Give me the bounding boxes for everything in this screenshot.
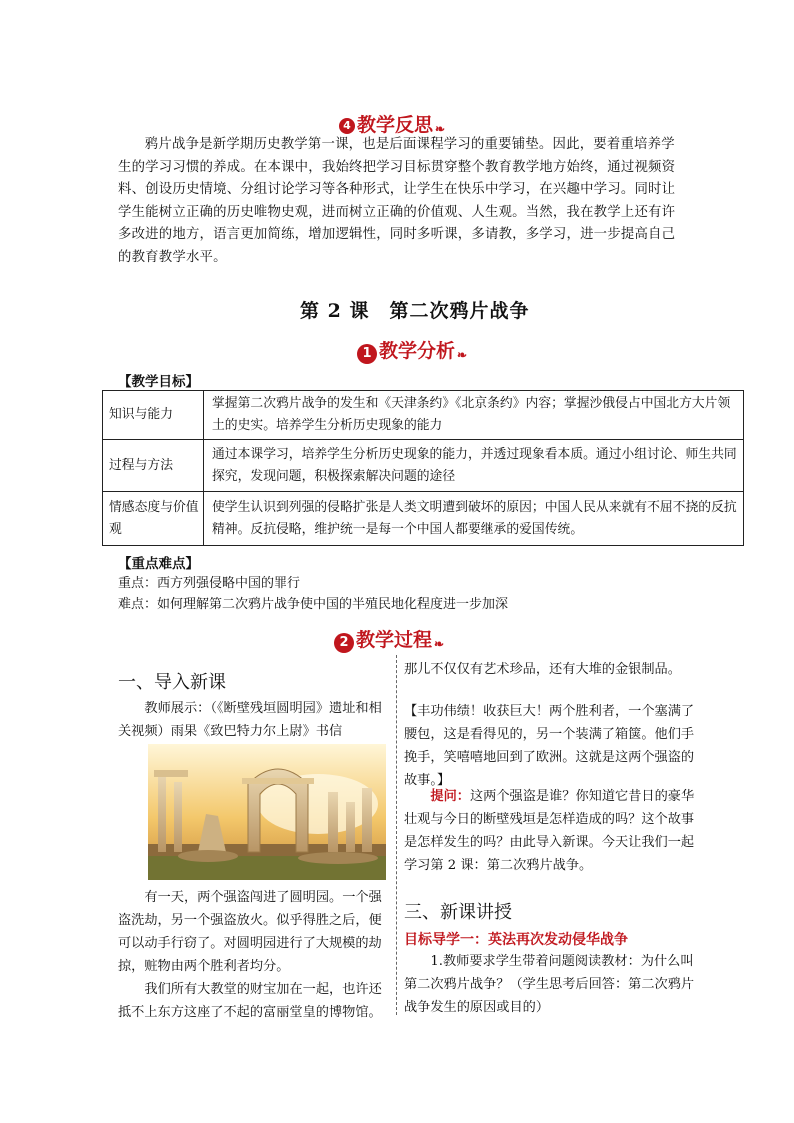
step-paragraph: 1.教师要求学生带着问题阅读教材：为什么叫第二次鸦片战争？（学生思考后回答：第二次鸦片战争发生的原因或目的） (404, 954, 695, 1015)
question-label: 提问： (430, 789, 470, 804)
goals-heading: 【教学目标】 (118, 374, 199, 390)
lesson-title: 第 2 课 第二次鸦片战争 (300, 300, 530, 322)
goal-label: 过程与方法 (103, 440, 204, 492)
heading-new-lesson: 三、新课讲授 (404, 902, 512, 923)
ruins-illustration (148, 744, 386, 880)
goal-text: 使学生认识到列强的侵略扩张是人类文明遭到破坏的原因；中国人民从来就有不屈不挠的反抗精神。反抗侵略，维护统一是每一个中国人都要继承的爱国传统。 (204, 492, 744, 546)
intro-paragraph: 教师展示：（《断壁残垣圆明园》遗址和相关视频）雨果《致巴特力尔上尉》书信 (118, 701, 382, 739)
section-heading-analysis (357, 336, 467, 364)
goal-label: 情感态度与价值观 (103, 492, 204, 546)
story-paragraph: 有一天，两个强盗闯进了圆明园。一个强盗洗劫，另一个强盗放火。似乎得胜之后，便可以动手行窃了。对圆明园进行了大规模的劫掠，赃物由两个胜利者均分。 (118, 890, 382, 974)
yuanmingyuan-ruins-image (148, 744, 386, 880)
flourish-icon: ❧ (435, 122, 446, 136)
reflection-paragraph: 鸦片战争是新学期历史教学第一课，也是后面课程学习的重要铺垫。因此，要着重培养学生的学习习惯的养成。在本课中，我始终把学习目标贯穿整个教育教学地方始终，通过视频资料、创设历史情境、分组讨论学习等各种形式，让学生在快乐中学习，在兴趣中学习。同时让学生能树立正确的历史唯物史观，进而树立正确的价值观、人生观。当然，我在教学上还有许多改进的地方，语言更加简练，增加逻辑性，同时多听课，多请教，多学习，进一步提高自己的教育教学水平。 (118, 137, 676, 265)
section-title: 教学分析 (379, 340, 456, 362)
flourish-icon: ❧ (457, 348, 468, 362)
section-title: 教学反思 (357, 114, 434, 136)
table-row (103, 391, 744, 440)
difficult-point: 难点：如何理解第二次鸦片战争使中国的半殖民地化程度进一步加深 (118, 597, 509, 612)
goal-text: 掌握第二次鸦片战争的发生和《天津条约》《北京条约》内容；掌握沙俄侵占中国北方大片领土的史实。培养学生分析历史现象的能力 (204, 391, 744, 440)
key-point: 重点：西方列强侵略中国的罪行 (118, 576, 301, 591)
heading-intro: 一、导入新课 (118, 672, 226, 693)
table-row (103, 492, 744, 546)
section-number-badge: 4 (339, 118, 355, 134)
section-heading-reflection (339, 110, 445, 137)
keypoints-heading: 【重点难点】 (118, 556, 199, 572)
quote-paragraph: 【丰功伟绩！收获巨大！两个胜利者，一个塞满了腰包，这是看得见的，另一个装满了箱箧。他们手挽手，笑嘻嘻地回到了欧洲。这就是这两个强盗的故事。】 (404, 704, 695, 788)
treasure-paragraph: 我们所有大教堂的财宝加在一起，也许还抵不上东方这座了不起的富丽堂皇的博物馆。 (118, 982, 382, 1020)
question-paragraph (404, 785, 704, 877)
section-number-badge: 2 (334, 633, 354, 653)
continued-paragraph: 那儿不仅仅有艺术珍品，还有大堆的金银制品。 (404, 662, 681, 677)
column-divider (396, 655, 397, 1015)
flourish-icon: ❧ (434, 637, 445, 651)
section-title: 教学过程 (356, 629, 433, 651)
table-row (103, 440, 744, 492)
goal-label: 知识与能力 (103, 391, 204, 440)
question-text: 这两个强盗是谁？你知道它昔日的豪华壮观与今日的断壁残垣是怎样造成的吗？这个故事是怎样发生的吗？由此导入新课。今天让我们一起学习第 2 课：第二次鸦片战争。 (404, 789, 695, 873)
section-heading-process (334, 625, 444, 653)
goal-text: 通过本课学习，培养学生分析历史现象的能力，并透过现象看本质。通过小组讨论、师生共同探究，发现问题，积极探索解决问题的途径 (204, 440, 744, 492)
target-heading: 目标导学一：英法再次发动侵华战争 (404, 932, 628, 948)
section-number-badge: 1 (357, 344, 377, 364)
goals-table (102, 390, 744, 546)
